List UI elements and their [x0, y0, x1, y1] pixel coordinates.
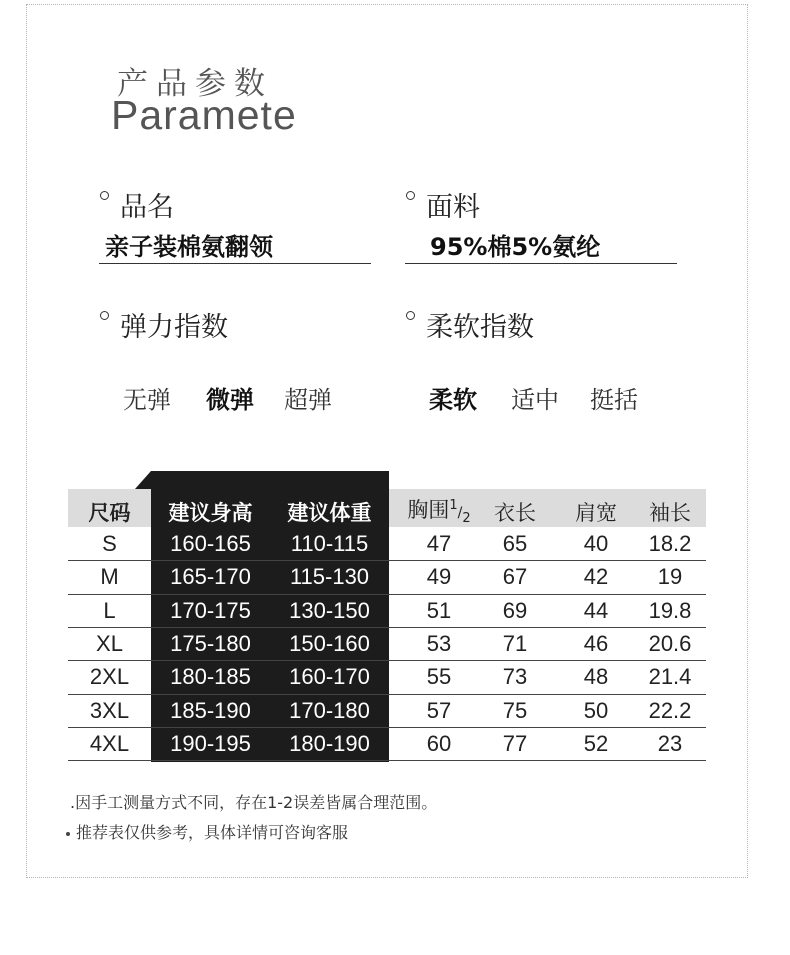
note-reference-text: 推荐表仅供参考，具体详情可咨询客服 [76, 823, 349, 842]
table-cell-size: S [102, 531, 117, 556]
elasticity-option-3: 超弹 [284, 386, 332, 414]
header-size: 尺码 [88, 501, 131, 525]
table-cell-shoulder: 44 [583, 597, 609, 623]
table-cell-height: 160-165 [170, 531, 251, 556]
table-cell-size: M [100, 564, 119, 590]
table-cell-length: 75 [502, 697, 528, 723]
table-cell-weight: 150-160 [289, 630, 370, 656]
table-cell-chest: 51 [426, 597, 452, 623]
table-row-divider [68, 727, 706, 728]
table-cell-chest: 60 [426, 730, 452, 756]
table-cell-size: 4XL [89, 730, 130, 756]
table-cell-chest: 53 [426, 630, 452, 656]
header-sleeve: 袖长 [649, 501, 691, 525]
table-cell-shoulder: 40 [583, 531, 609, 556]
table-cell-chest: 57 [426, 697, 452, 723]
table-row-divider [68, 627, 706, 628]
chest-fraction-num: 1 [449, 498, 458, 513]
header-shoulder: 肩宽 [575, 501, 617, 525]
table-cell-height: 185-190 [170, 697, 251, 723]
table-cell-size: 3XL [89, 697, 130, 723]
field-value-name: 亲子装棉氨翻领 [105, 233, 273, 261]
table-cell-sleeve: 22.2 [648, 697, 692, 723]
field-value-fabric: 95%棉5%氨纶 [430, 233, 601, 261]
table-cell-chest: 47 [426, 531, 452, 556]
table-cell-weight: 160-170 [289, 664, 370, 690]
table-cell-chest: 55 [426, 664, 452, 690]
table-cell-weight: 130-150 [289, 597, 370, 623]
table-cell-sleeve: 21.4 [648, 664, 692, 690]
chest-fraction-den: 2 [462, 511, 471, 527]
table-cell-height: 165-170 [170, 564, 251, 590]
field-label-elasticity-text: 弹力指数 [120, 312, 228, 343]
table-cell-sleeve: 19.8 [648, 597, 692, 623]
elasticity-option-1: 无弹 [123, 386, 171, 414]
header-chest: 胸围$^1/_2$ [407, 498, 471, 527]
elasticity-option-2-selected: 微弹 [206, 386, 254, 414]
softness-option-1-selected: 柔软 [429, 386, 477, 414]
table-highlight-notch [135, 471, 151, 489]
table-cell-weight: 115-130 [289, 564, 370, 590]
table-cell-size: L [103, 597, 116, 623]
table-row-divider [68, 560, 706, 561]
header-height: 建议身高 [168, 501, 253, 525]
table-row-divider [68, 660, 706, 661]
softness-option-3: 挺括 [590, 386, 638, 414]
circle-bullet-icon [100, 311, 109, 320]
table-cell-length: 67 [502, 564, 528, 590]
table-cell-length: 69 [502, 597, 528, 623]
circle-bullet-icon [406, 191, 415, 200]
field-label-name [120, 185, 174, 224]
table-cell-shoulder: 42 [583, 564, 609, 590]
title-chinese: 产品参数 [117, 66, 273, 102]
table-row-divider [68, 694, 706, 695]
header-length: 衣长 [494, 501, 536, 525]
field-label-name-text: 品名 [120, 192, 174, 223]
table-cell-height: 170-175 [170, 597, 251, 623]
table-cell-shoulder: 46 [583, 630, 609, 656]
title-english: Paramete [111, 92, 297, 138]
table-cell-size: 2XL [89, 664, 130, 690]
table-cell-weight: 180-190 [289, 730, 370, 756]
field-label-fabric-text: 面料 [426, 192, 480, 223]
table-row-divider [68, 594, 706, 595]
table-cell-weight: 170-180 [289, 697, 370, 723]
table-cell-length: 71 [502, 630, 528, 656]
table-row-divider [68, 760, 706, 761]
table-cell-shoulder: 50 [583, 697, 609, 723]
underline-fabric [405, 263, 677, 264]
table-cell-weight: 110-115 [290, 531, 369, 556]
table-cell-size: XL [96, 630, 123, 656]
field-label-elasticity [120, 305, 228, 344]
table-cell-height: 175-180 [170, 630, 251, 656]
table-cell-length: 73 [502, 664, 528, 690]
table-cell-shoulder: 52 [583, 730, 609, 756]
softness-option-2: 适中 [511, 386, 559, 414]
table-cell-length: 77 [502, 730, 528, 756]
field-label-softness [426, 305, 534, 344]
table-cell-sleeve: 20.6 [648, 630, 692, 656]
table-cell-length: 65 [502, 531, 528, 556]
field-label-fabric [426, 185, 480, 224]
circle-bullet-icon [100, 191, 109, 200]
header-weight: 建议体重 [287, 501, 372, 525]
header-chest-text: 胸围 [407, 498, 450, 522]
circle-bullet-icon [406, 311, 415, 320]
table-cell-chest: 49 [426, 564, 452, 590]
note-reference [66, 820, 348, 843]
field-label-softness-text: 柔软指数 [426, 312, 534, 343]
table-cell-sleeve: 23 [657, 730, 683, 756]
table-cell-height: 190-195 [170, 730, 251, 756]
table-cell-sleeve: 19 [657, 564, 683, 590]
table-cell-shoulder: 48 [583, 664, 609, 690]
table-cell-height: 180-185 [170, 664, 251, 690]
dot-bullet-icon [66, 832, 70, 836]
table-cell-sleeve: 18.2 [648, 531, 692, 556]
underline-name [99, 263, 371, 264]
note-measurement: .因手工测量方式不同，存在1-2误差皆属合理范围。 [70, 793, 438, 812]
